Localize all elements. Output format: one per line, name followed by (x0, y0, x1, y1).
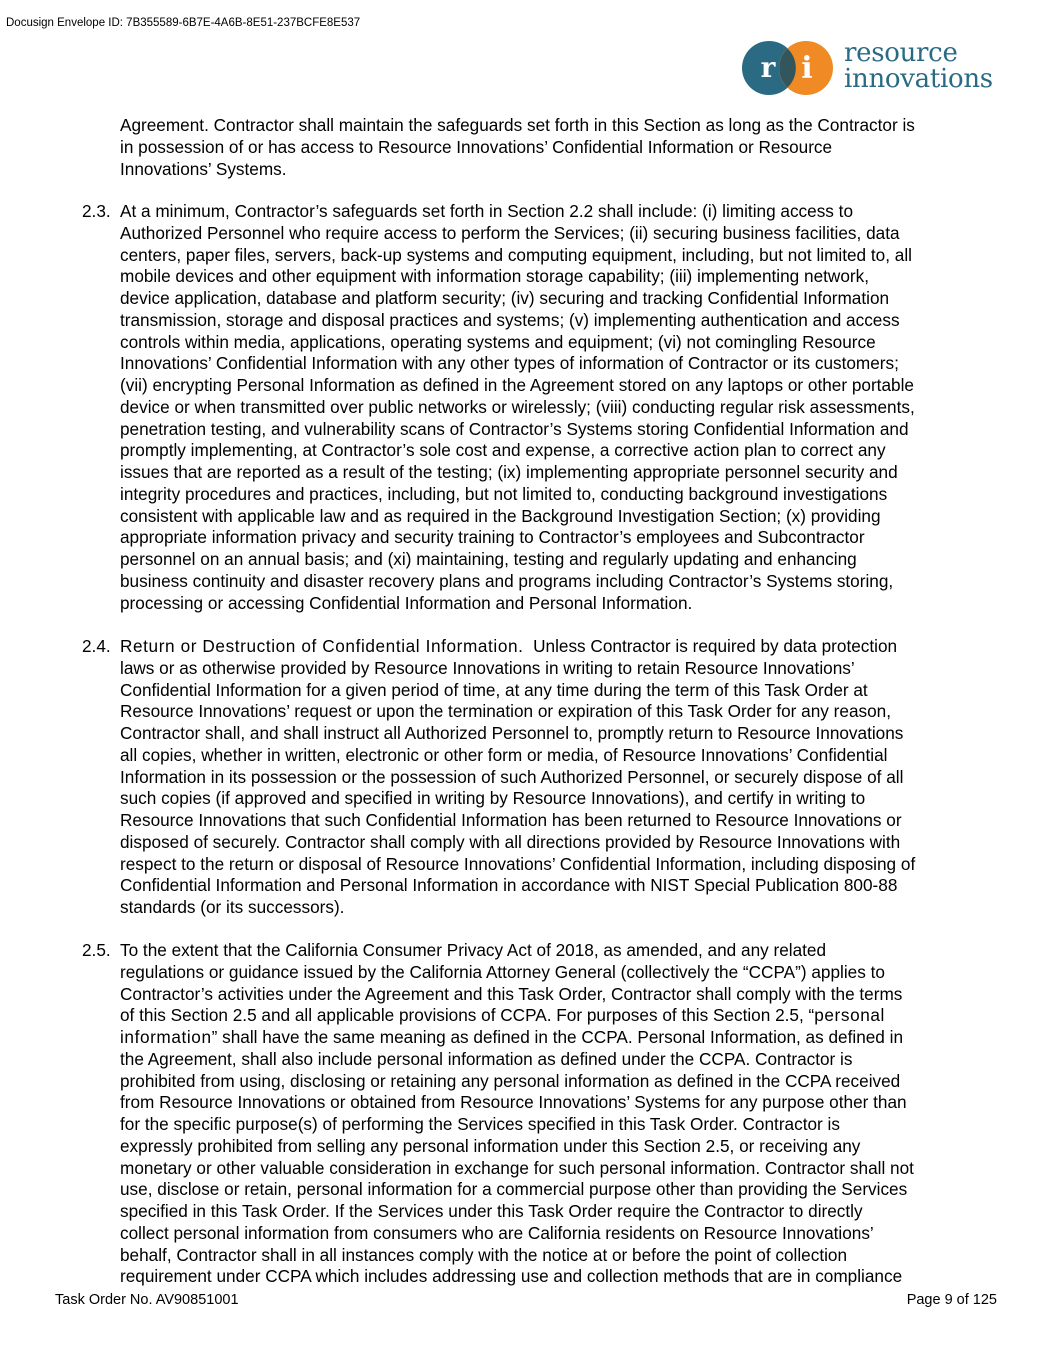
text-line: integrity procedures and practices, including, but not limited to, conducting background investigations (120, 483, 888, 504)
text-line: the Agreement, shall also include personal information as defined under the CCPA. Contractor is (120, 1048, 853, 1069)
text-line: behalf, Contractor shall in all instances comply with the notice at or before the point of collection (120, 1244, 848, 1265)
envelope-id: Docusign Envelope ID: 7B355589-6B7E-4A6B-8E51-237BCFE8E537 (6, 17, 361, 29)
text-line: Innovations’ Confidential Information with any other types of information of Contractor or its customers; (120, 353, 899, 374)
text-line: Contractor’s activities under the Agreement and this Task Order, Contractor shall comply with the terms (120, 983, 903, 1004)
text-line: controls within media, applications, operating systems and equipment; (vi) not comingling Resource (120, 331, 876, 352)
text-line: Contractor shall, and shall instruct all Authorized Personnel to, promptly return to Resource Innovations (120, 723, 904, 743)
text-line: collect personal information from consumers who are California residents on Resource Innovations’ (120, 1222, 874, 1243)
text-line: consistent with applicable law and as required in the Background Investigation Section; (x) providing (120, 505, 881, 526)
text-line: for the specific purpose(s) of performing the Services specified in this Task Order. Contractor is (120, 1114, 840, 1134)
text-line: disposed of securely. Contractor shall comply with all directions provided by Resource Innovations with (120, 831, 901, 852)
text-line: To the extent that the California Consumer Privacy Act of 2018, as amended, and any related (120, 940, 827, 960)
section-number-2-3: 2.3. (82, 201, 111, 221)
logo-letter-i: i (801, 51, 813, 86)
text-line: personnel on an annual basis; and (xi) maintaining, testing and regularly updating and enhancing (120, 549, 857, 569)
text-line (120, 1027, 1000, 1049)
text-line: device application, database and platform security; (iv) securing and tracking Confidential Information (120, 288, 890, 308)
text-line: regulations or guidance issued by the California Attorney General (collectively the “CCPA”) applies to (120, 961, 885, 982)
text-line: respect to the return or disposal of Resource Innovations’ Confidential Information, including disposing of (120, 853, 916, 874)
text-line: issues that are reported as a result of the testing; (ix) implementing appropriate personnel security and (120, 462, 898, 482)
text-line: Confidential Information for a given period of time, at any time during the term of this Task Order at (120, 679, 868, 700)
text-line: centers, paper files, servers, back-up systems and computing equipment, including, but not limited to, all (120, 244, 912, 265)
page-number: Page 9 of 125 (906, 1292, 997, 1308)
text-run: ” shall have the same meaning as defined in the CCPA. Personal Information, as defined in (211, 1027, 904, 1047)
company-logo (740, 39, 1012, 97)
text-line: transmission, storage and disposal practices and systems; (v) implementing authentication and access (120, 309, 900, 330)
text-line: monetary or other valuable consideration in exchange for such personal information. Contractor shall not (120, 1157, 914, 1178)
text-line: all copies, whether in written, electronic or other form or media, of Resource Innovations’ Confidential (120, 744, 888, 765)
logo-mark-icon (740, 39, 840, 97)
text-line: At a minimum, Contractor’s safeguards set forth in Section 2.2 shall include: (i) limiting access to (120, 201, 854, 221)
defined-term: information (120, 1027, 212, 1047)
section-2-3-body (120, 201, 1000, 614)
logo-letter-r: r (760, 51, 776, 84)
text-line: appropriate information privacy and security training to Contractor’s employees and Subcontractor (120, 527, 865, 548)
text-run: of this Section 2.5 and all applicable provisions of CCPA. For purposes of this Section 2.5, “ (120, 1005, 815, 1026)
defined-term: personal (814, 1005, 885, 1026)
text-line: requirement under CCPA which includes addressing use and collection methods that are in compliance (120, 1266, 903, 1287)
text-line: processing or accessing Confidential Information and Personal Information. (120, 592, 693, 613)
text-line: business continuity and disaster recovery plans and programs including Contractor’s Systems storing, (120, 570, 894, 591)
text-line: promptly implementing, at Contractor’s sole cost and expense, a corrective action plan to correct any (120, 440, 886, 461)
text-line: Agreement. Contractor shall maintain the safeguards set forth in this Section as long as the Contractor is (120, 115, 915, 135)
text-line: penetration testing, and vulnerability scans of Contractor’s Systems storing Confidential Information and (120, 418, 909, 439)
text-line: such copies (if approved and specified in writing by Resource Innovations), and certify in writing to (120, 788, 866, 809)
logo-word-innovations: innovations (844, 64, 993, 94)
text-line: Authorized Personnel who require access to perform the Services; (ii) securing business facilities, data (120, 222, 900, 243)
text-line: device or when transmitted over public networks or wirelessly; (viii) conducting regular risk assessments, (120, 396, 915, 417)
section-heading: Return or Destruction of Confidential Information. (120, 636, 524, 656)
text-line: prohibited from using, disclosing or retaining any personal information as defined in the CCPA received (120, 1070, 901, 1091)
text-line: Confidential Information and Personal Information in accordance with NIST Special Publication 800-88 (120, 875, 898, 896)
text-line: use, disclose or retain, personal information for a commercial purpose other than providing the Services (120, 1179, 908, 1200)
text-line: laws or as otherwise provided by Resource Innovations in writing to retain Resource Innovations’ (120, 657, 855, 678)
text-run: Unless Contractor is required by data protection (523, 636, 898, 656)
section-number-2-5: 2.5. (82, 940, 111, 960)
task-order-number: Task Order No. AV90851001 (55, 1292, 239, 1308)
text-line: in possession of or has access to Resource Innovations’ Confidential Information or Resource (120, 136, 833, 157)
text-line: mobile devices and other equipment with information storage capability; (iii) implementing network, (120, 266, 869, 287)
section-2-5-body (120, 940, 1000, 1288)
text-line: (vii) encrypting Personal Information as defined in the Agreement stored on any laptops or other portable (120, 375, 914, 395)
logo-word-resource: resource (844, 38, 958, 68)
intro-paragraph (120, 115, 1000, 180)
text-line: Resource Innovations that such Confidential Information has been returned to Resource Innovations or (120, 810, 902, 830)
text-line: Information in its possession or the possession of such Authorized Personnel, or securely dispose of all (120, 766, 904, 787)
text-line: standards (or its successors). (120, 897, 345, 917)
text-line: expressly prohibited from selling any personal information under this Section 2.5, or receiving any (120, 1135, 861, 1156)
text-line: specified in this Task Order. If the Services under this Task Order require the Contractor to directly (120, 1201, 863, 1221)
text-line: Innovations’ Systems. (120, 158, 287, 179)
section-2-4-body (120, 636, 1000, 919)
text-line (120, 636, 1000, 658)
text-line: Resource Innovations’ request or upon the termination or expiration of this Task Order for any reason, (120, 701, 891, 722)
text-line: from Resource Innovations or obtained from Resource Innovations’ Systems for any purpose other than (120, 1092, 907, 1113)
section-number-2-4: 2.4. (82, 636, 111, 656)
text-line (120, 1005, 1000, 1027)
